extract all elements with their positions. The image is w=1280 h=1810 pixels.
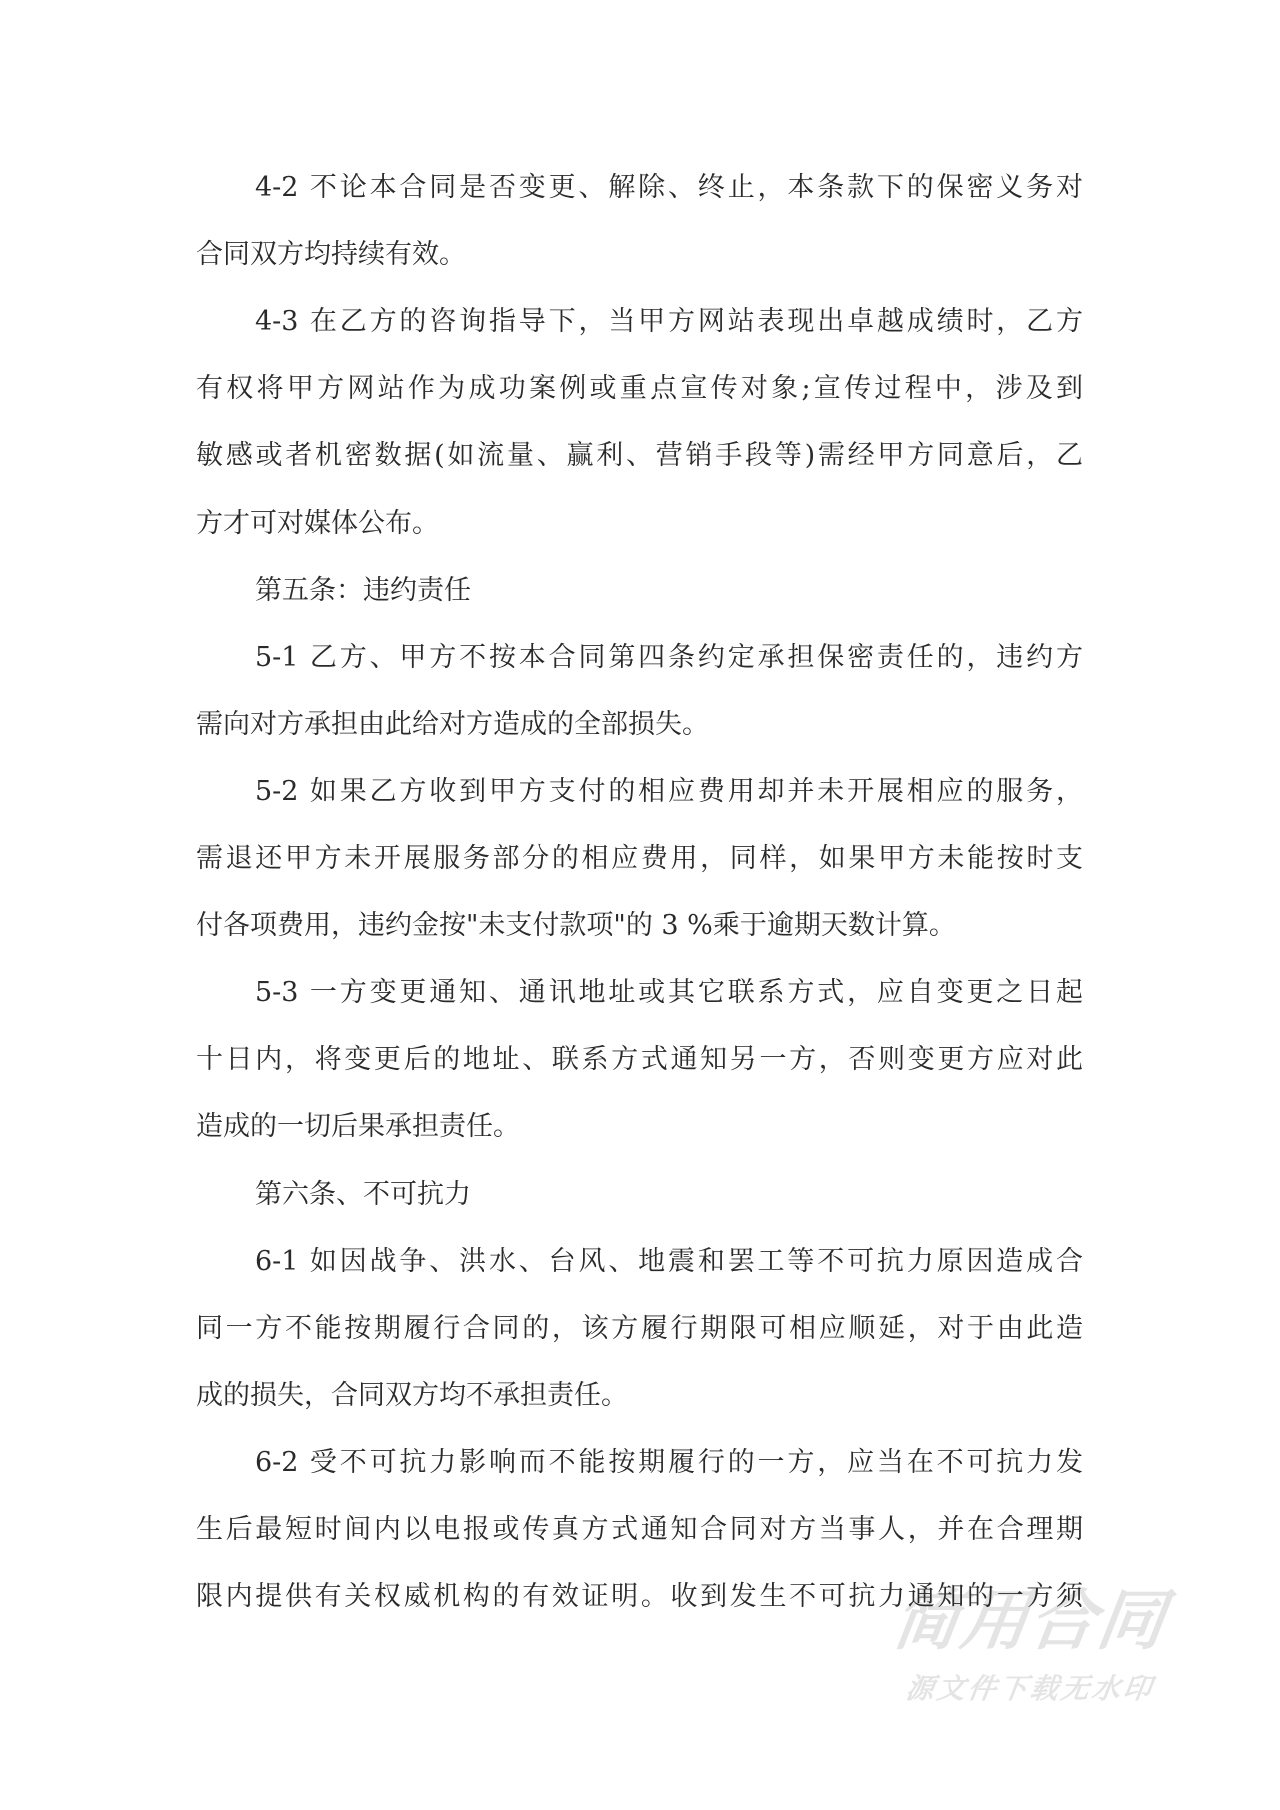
- text-line: 十日内，将变更后的地址、联系方式通知另一方，否则变更方应对此: [196, 1044, 1083, 1075]
- text-line: 造成的一切后果承担责任。: [196, 1111, 520, 1142]
- text-line: 生后最短时间内以电报或传真方式通知合同对方当事人，并在合理期: [196, 1514, 1083, 1545]
- text-line: 6-2 受不可抗力影响而不能按期履行的一方，应当在不可抗力发: [255, 1447, 1083, 1478]
- text-line: 需向对方承担由此给对方造成的全部损失。: [196, 709, 709, 740]
- text-line: 6-1 如因战争、洪水、台风、地震和罢工等不可抗力原因造成合: [255, 1246, 1083, 1277]
- watermark-subtitle: 源文件下载无水印: [903, 1672, 1157, 1705]
- text-line: 付各项费用，违约金按"未支付款项"的 3 %乘于逾期天数计算。: [196, 910, 956, 941]
- text-line: 5-3 一方变更通知、通讯地址或其它联系方式，应自变更之日起: [255, 977, 1083, 1008]
- text-line: 需退还甲方未开展服务部分的相应费用，同样，如果甲方未能按时支: [196, 843, 1083, 874]
- text-line: 4-3 在乙方的咨询指导下，当甲方网站表现出卓越成绩时，乙方: [255, 306, 1083, 337]
- text-line: 5-2 如果乙方收到甲方支付的相应费用却并未开展相应的服务，: [255, 776, 1083, 807]
- text-line: 敏感或者机密数据(如流量、赢利、营销手段等)需经甲方同意后，乙: [196, 440, 1083, 471]
- watermark-title: 简用合同: [888, 1582, 1172, 1659]
- text-line: 4-2 不论本合同是否变更、解除、终止，本条款下的保密义务对: [255, 172, 1083, 203]
- section-heading: 第六条、不可抗力: [255, 1179, 471, 1210]
- text-line: 合同双方均持续有效。: [196, 239, 466, 270]
- text-line: 方才可对媒体公布。: [196, 508, 439, 539]
- text-line: 限内提供有关权威机构的有效证明。收到发生不可抗力通知的一方须: [196, 1581, 1083, 1612]
- text-line: 同一方不能按期履行合同的，该方履行期限可相应顺延，对于由此造: [196, 1313, 1083, 1344]
- text-line: 5-1 乙方、甲方不按本合同第四条约定承担保密责任的，违约方: [255, 642, 1083, 673]
- section-heading: 第五条：违约责任: [255, 575, 471, 606]
- text-line: 成的损失，合同双方均不承担责任。: [196, 1380, 628, 1411]
- text-line: 有权将甲方网站作为成功案例或重点宣传对象;宣传过程中，涉及到: [196, 373, 1083, 404]
